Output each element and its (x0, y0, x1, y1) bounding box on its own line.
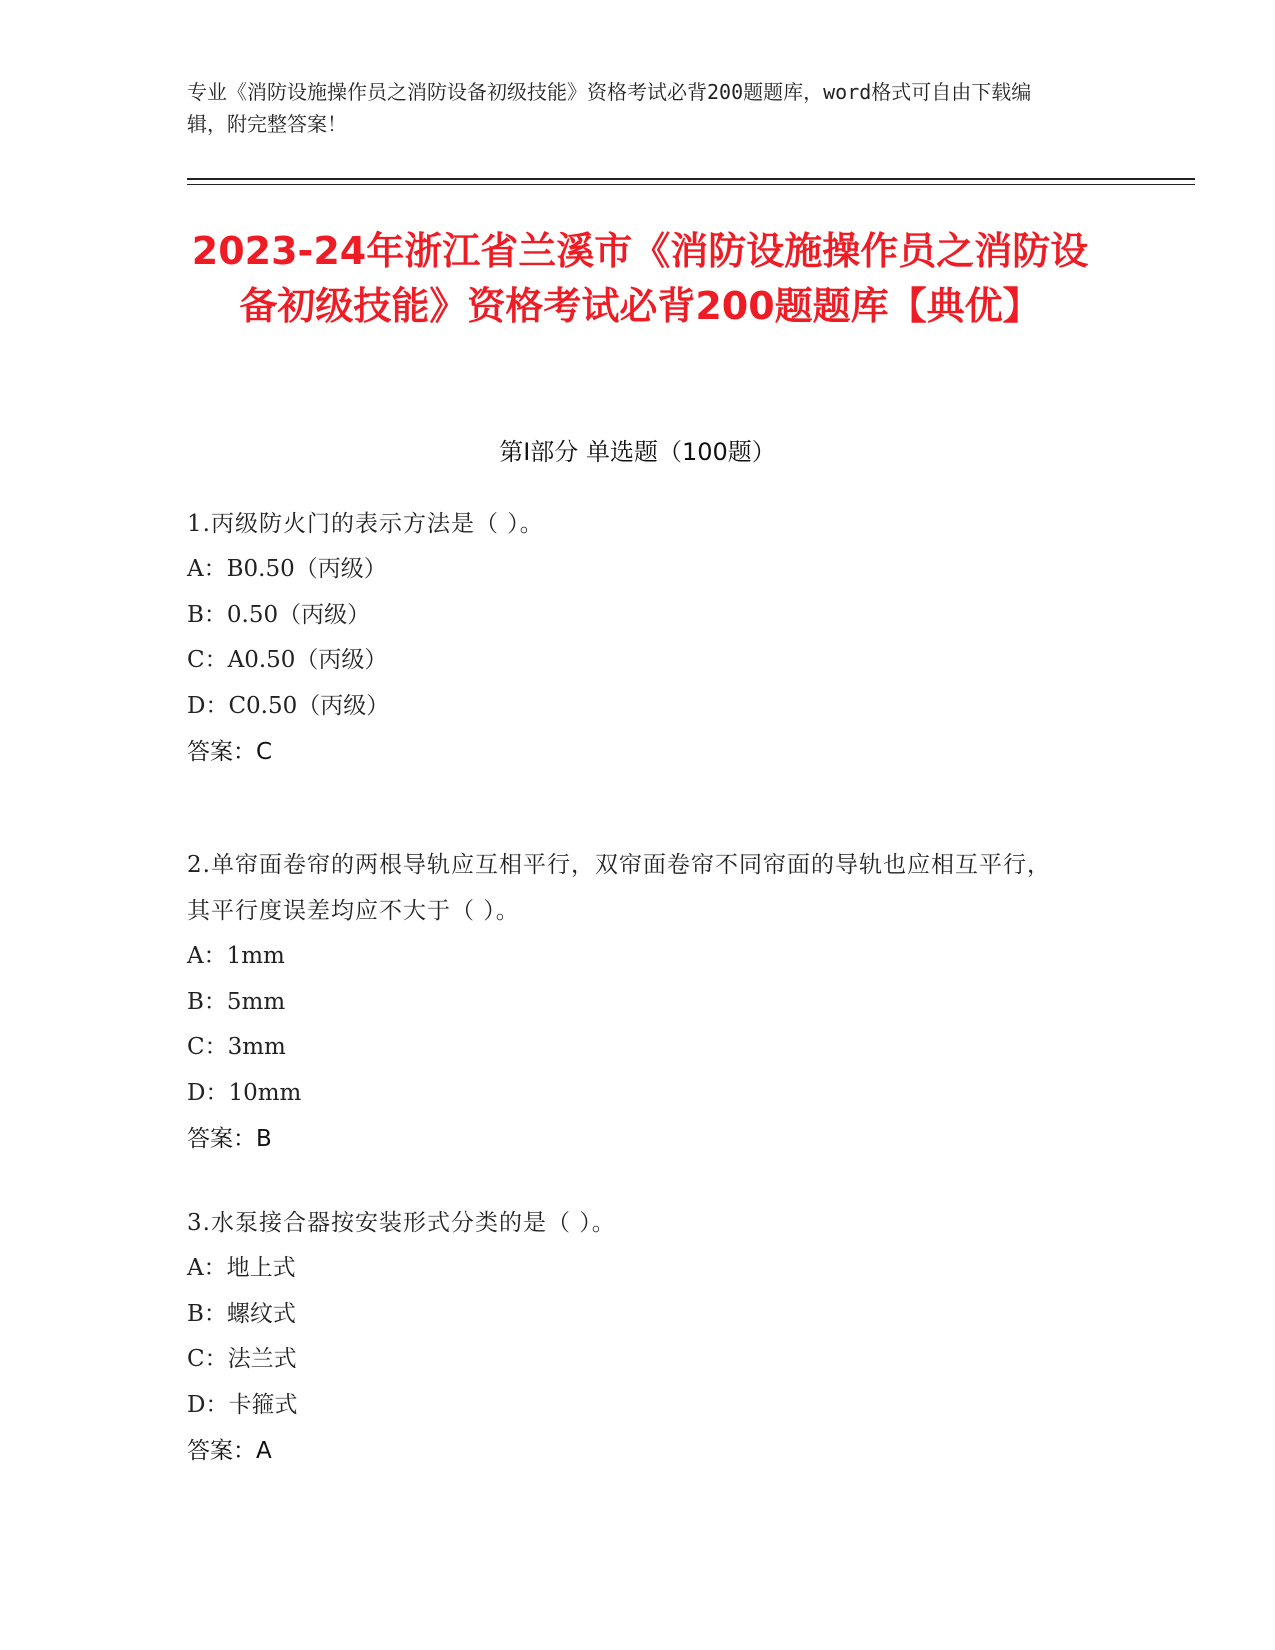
document-title: 2023-24年浙江省兰溪市《消防设施操作员之消防设备初级技能》资格考试必背200题题库【典优】 (191, 229, 1089, 328)
option-b: B：0.50（丙级） (187, 601, 371, 628)
option-b: B：5mm (187, 988, 286, 1015)
answer: 答案：A (187, 1438, 272, 1464)
question-text: 1.丙级防火门的表示方法是（ ）。 (187, 511, 544, 537)
question-1 (187, 501, 1067, 775)
option-d: D：卡箍式 (187, 1391, 298, 1418)
header-divider-thick (187, 178, 1195, 180)
answer: 答案：B (187, 1126, 272, 1152)
option-c: C：3mm (187, 1034, 286, 1060)
answer: 答案：C (187, 739, 273, 765)
header-note: 专业《消防设施操作员之消防设备初级技能》资格考试必背200题题库，word格式可自由下载编辑，附完整答案！ (187, 80, 1032, 136)
section-heading: 第I部分 单选题（100题） (499, 438, 776, 466)
question-text: 2.单帘面卷帘的两根导轨应互相平行，双帘面卷帘不同帘面的导轨也应相互平行，其平行度误差均应不大于（ ）。 (187, 852, 1051, 924)
option-a: A：地上式 (187, 1255, 296, 1281)
option-a: A：1mm (187, 943, 285, 969)
question-3 (187, 1200, 1067, 1474)
option-c: C：法兰式 (187, 1346, 297, 1372)
option-d: D：10mm (187, 1079, 302, 1106)
header-divider-thin (187, 184, 1195, 185)
question-text: 3.水泵接合器按安装形式分类的是（ ）。 (187, 1210, 616, 1236)
option-b: B：螺纹式 (187, 1300, 296, 1327)
option-c: C：A0.50（丙级） (187, 647, 388, 673)
option-d: D：C0.50（丙级） (187, 692, 390, 719)
question-2 (187, 842, 1067, 1162)
option-a: A：B0.50（丙级） (187, 556, 387, 582)
